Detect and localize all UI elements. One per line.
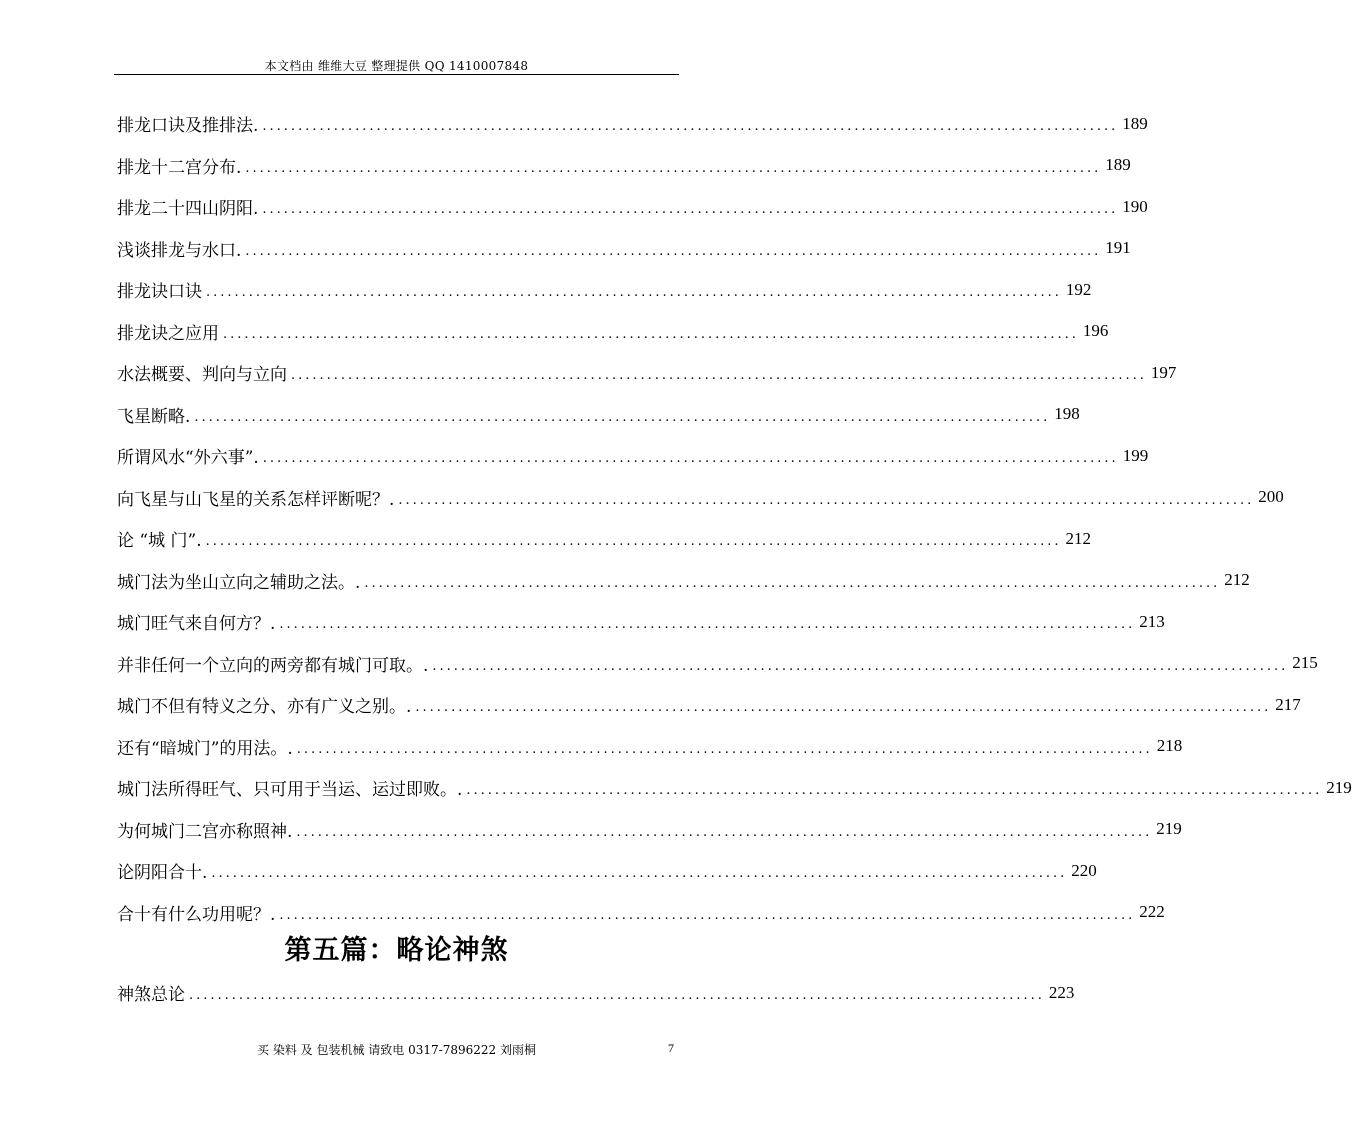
toc-dot-leader: ........................................................................................................................	[296, 741, 1153, 757]
toc-entry-page: 213	[1139, 611, 1165, 631]
toc-entry-page: 199	[1122, 445, 1149, 465]
toc-dot-leader: ........................................................................................................................	[262, 119, 1119, 135]
toc-entry-page: 200	[1258, 487, 1284, 507]
toc-dot-leader: ........................................................................................................................	[189, 988, 1045, 1004]
page-footer: 买 染料 及 包装机械 请致电 0317-7896222 刘雨桐	[257, 1043, 536, 1057]
toc-entry	[117, 394, 1080, 436]
toc-entry	[117, 972, 1075, 1014]
toc-dot-leader: ........................................................................................................................	[205, 534, 1062, 550]
toc-entry	[117, 560, 1250, 602]
toc-entry	[117, 850, 1097, 892]
toc-entry	[117, 269, 1092, 311]
toc-dot-leader: ........................................................................................................................	[262, 202, 1119, 218]
toc-dot-leader: ........................................................................................................................	[398, 492, 1255, 508]
toc-entry-title: 飞星断略.	[117, 406, 191, 427]
toc-entry-page: 223	[1048, 982, 1075, 1002]
toc-entry-title: 排龙诀口诀	[117, 282, 202, 303]
toc-dot-leader: ........................................................................................................................	[245, 243, 1102, 259]
toc-entry-title: 向飞星与山飞星的关系怎样评断呢？.	[117, 489, 395, 510]
toc-entry-page: 212	[1224, 570, 1250, 590]
toc-entry-title: 城门法所得旺气、只可用于当运、运过即败。.	[117, 780, 463, 801]
header-divider	[114, 74, 679, 75]
toc-entry-page: 215	[1292, 653, 1318, 673]
toc-entry-title: 排龙口诀及推排法.	[117, 116, 259, 137]
toc-dot-leader: ........................................................................................................................	[262, 451, 1119, 467]
toc-entry	[117, 684, 1301, 726]
toc-entry-title: 浅谈排龙与水口.	[117, 240, 242, 261]
toc-entry	[117, 477, 1284, 519]
toc-entry-title: 合十有什么功用呢？.	[117, 904, 276, 925]
toc-dot-leader: ........................................................................................................................	[211, 866, 1068, 882]
toc-dot-leader: ........................................................................................................................	[466, 783, 1323, 799]
toc-entry	[117, 145, 1131, 187]
toc-entry	[117, 518, 1091, 560]
table-of-contents	[117, 103, 1352, 933]
toc-entry	[117, 186, 1148, 228]
toc-entry-title: 论阴阳合十.	[117, 863, 208, 884]
toc-entry	[117, 311, 1109, 353]
toc-entry-page: 219	[1326, 777, 1352, 797]
table-of-contents-section-five	[117, 972, 1075, 1014]
toc-entry-title: 并非任何一个立向的两旁都有城门可取。.	[117, 655, 429, 676]
toc-entry-page: 198	[1054, 404, 1080, 424]
toc-entry	[117, 352, 1177, 394]
toc-entry	[117, 726, 1183, 768]
toc-entry-title: 城门旺气来自何方？.	[117, 614, 276, 635]
toc-dot-leader: ........................................................................................................................	[194, 409, 1051, 425]
toc-entry-title: 城门不但有特义之分、亦有广义之别。.	[117, 697, 412, 718]
toc-entry	[117, 228, 1131, 270]
toc-entry-title: 城门法为坐山立向之辅助之法。.	[117, 572, 361, 593]
toc-entry-title: 所谓风水“外六事”.	[117, 448, 259, 469]
toc-entry	[117, 601, 1165, 643]
toc-dot-leader: ........................................................................................................................	[415, 700, 1272, 716]
toc-entry-title: 为何城门二宫亦称照神.	[117, 821, 293, 842]
toc-entry-page: 219	[1156, 819, 1182, 839]
toc-entry-page: 220	[1071, 860, 1097, 880]
toc-entry-title: 论 “城 门”.	[117, 531, 202, 552]
toc-entry-page: 189	[1122, 113, 1148, 133]
toc-entry-page: 190	[1122, 196, 1148, 216]
toc-dot-leader: ........................................................................................................................	[279, 617, 1136, 633]
page-header: 本文档由 维维大豆 整理提供 QQ 1410007848	[264, 59, 529, 73]
toc-entry-page: 197	[1150, 362, 1177, 382]
toc-entry-page: 192	[1065, 279, 1092, 299]
page-number: 7	[668, 1041, 674, 1055]
toc-entry	[117, 103, 1148, 145]
toc-entry-page: 217	[1275, 694, 1301, 714]
toc-entry-page: 189	[1105, 155, 1131, 175]
toc-dot-leader: ........................................................................................................................	[223, 326, 1079, 342]
toc-entry	[117, 435, 1149, 477]
toc-entry-page: 212	[1065, 528, 1091, 548]
toc-entry-title: 排龙诀之应用	[117, 323, 219, 344]
toc-entry-title: 排龙二十四山阴阳.	[117, 199, 259, 220]
toc-dot-leader: ........................................................................................................................	[364, 575, 1221, 591]
toc-dot-leader: ........................................................................................................................	[206, 285, 1062, 301]
toc-entry	[117, 809, 1182, 851]
section-heading: 第五篇：略论神煞	[284, 935, 509, 966]
toc-entry	[117, 767, 1352, 809]
toc-entry-page: 222	[1139, 902, 1165, 922]
toc-dot-leader: ........................................................................................................................	[291, 368, 1147, 384]
toc-entry-page: 196	[1082, 321, 1109, 341]
toc-entry-title: 排龙十二宫分布.	[117, 157, 242, 178]
toc-entry-title: 水法概要、判向与立向	[117, 365, 287, 386]
toc-dot-leader: ........................................................................................................................	[245, 160, 1102, 176]
toc-dot-leader: ........................................................................................................................	[432, 658, 1289, 674]
toc-entry-page: 191	[1105, 238, 1131, 258]
toc-entry-title: 还有“暗城门”的用法。.	[117, 738, 293, 759]
toc-entry-title: 神煞总论	[117, 985, 185, 1006]
toc-entry	[117, 892, 1165, 934]
toc-dot-leader: ........................................................................................................................	[279, 907, 1136, 923]
toc-dot-leader: ........................................................................................................................	[296, 824, 1153, 840]
toc-entry-page: 218	[1156, 736, 1183, 756]
toc-entry	[117, 643, 1318, 685]
